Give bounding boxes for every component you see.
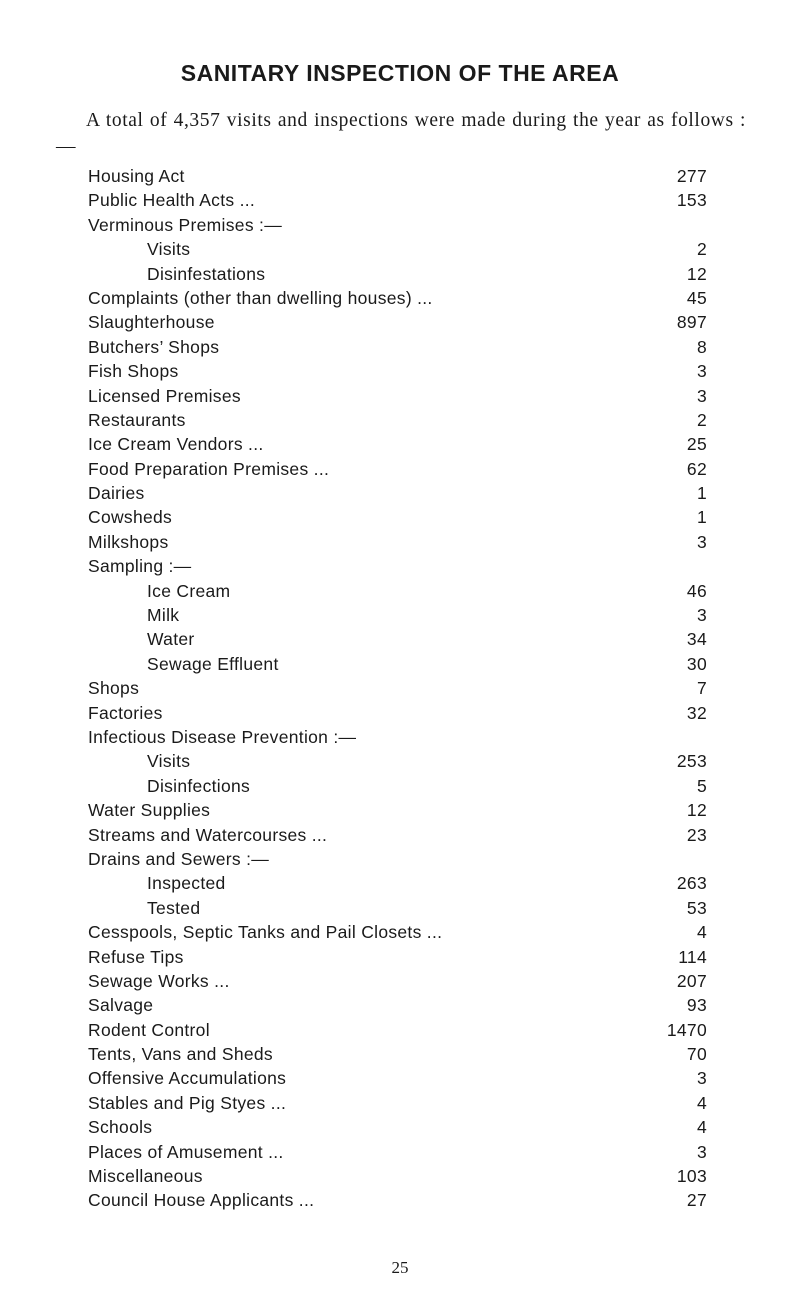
item-label: Cowsheds [88,507,173,528]
list-item [0,1042,800,1066]
item-count: 3 [696,531,707,552]
item-label: Miscellaneous [88,1166,203,1187]
inspection-list [0,164,800,1213]
item-count: 30 [686,653,707,674]
item-count: 2 [696,239,707,260]
item-label: Tested [147,897,201,918]
item-count: 32 [686,702,707,723]
list-item [0,164,800,188]
item-label: Infectious Disease Prevention :— [88,726,357,747]
item-count: 4 [696,1092,707,1113]
item-count: 103 [676,1166,707,1187]
item-label: Milkshops [88,531,169,552]
item-label: Rodent Control [88,1019,210,1040]
item-count: 4 [696,1117,707,1138]
item-label: Refuse Tips [88,946,184,967]
item-count: 23 [686,824,707,845]
item-label: Verminous Premises :— [88,214,282,235]
item-count: 45 [686,287,707,308]
list-heading [0,847,800,871]
item-label: Streams and Watercourses ... [88,824,328,845]
item-count: 12 [686,263,707,284]
item-count: 53 [686,897,707,918]
list-item [0,310,800,334]
item-count: 263 [676,873,707,894]
list-item [0,749,800,773]
item-label: Milk [147,605,180,626]
item-label: Sewage Works ... [88,970,230,991]
list-item [0,1164,800,1188]
intro-paragraph: A total of 4,357 visits and inspections were made during the year as follows :— [56,110,746,157]
item-count: 3 [696,385,707,406]
item-label: Visits [147,239,191,260]
item-count: 34 [686,629,707,650]
list-item [0,896,800,920]
item-label: Complaints (other than dwelling houses) ... [88,287,433,308]
item-label: Water [147,629,195,650]
item-label: Factories [88,702,163,723]
item-label: Butchers’ Shops [88,336,220,357]
item-label: Ice Cream [147,580,231,601]
list-item [0,384,800,408]
item-count: 70 [686,1044,707,1065]
item-label: Sewage Effluent [147,653,279,674]
list-item [0,505,800,529]
list-item [0,798,800,822]
item-count: 253 [676,751,707,772]
item-count: 93 [686,995,707,1016]
list-item [0,1066,800,1090]
item-count: 25 [686,434,707,455]
item-count: 1 [696,507,707,528]
list-item [0,945,800,969]
item-count: 3 [696,1068,707,1089]
list-item [0,652,800,676]
list-item [0,530,800,554]
list-item [0,262,800,286]
list-item [0,823,800,847]
item-label: Ice Cream Vendors ... [88,434,264,455]
item-label: Inspected [147,873,226,894]
item-label: Sampling :— [88,556,192,577]
item-label: Dairies [88,483,145,504]
list-heading [0,725,800,749]
list-item [0,286,800,310]
list-item [0,920,800,944]
list-item [0,481,800,505]
item-label: Stables and Pig Styes ... [88,1092,287,1113]
list-item [0,1018,800,1042]
item-label: Schools [88,1117,153,1138]
item-count: 8 [696,336,707,357]
item-label: Places of Amusement ... [88,1141,284,1162]
item-count: 12 [686,800,707,821]
list-item [0,359,800,383]
list-item [0,993,800,1017]
item-label: Food Preparation Premises ... [88,458,330,479]
item-count: 207 [676,970,707,991]
list-item [0,871,800,895]
list-item [0,335,800,359]
item-count: 277 [676,166,707,186]
item-label: Water Supplies [88,800,211,821]
item-count: 3 [696,1141,707,1162]
list-item [0,1140,800,1164]
page-title: SANITARY INSPECTION OF THE AREA [180,60,620,86]
item-label: Offensive Accumulations [88,1068,287,1089]
list-item [0,457,800,481]
list-item [0,1091,800,1115]
item-label: Shops [88,678,140,699]
item-label: Licensed Premises [88,385,241,406]
item-label: Cesspools, Septic Tanks and Pail Closets ... [88,922,443,943]
item-count: 153 [676,190,707,211]
list-item [0,237,800,261]
list-heading [0,213,800,237]
item-count: 897 [676,312,707,333]
item-label: Drains and Sewers :— [88,848,270,869]
list-item [0,676,800,700]
item-label: Public Health Acts ... [88,190,256,211]
list-item [0,603,800,627]
item-label: Salvage [88,995,154,1016]
item-label: Disinfestations [147,263,266,284]
item-count: 2 [696,409,707,430]
item-count: 3 [696,361,707,382]
list-heading [0,554,800,578]
list-item [0,408,800,432]
item-count: 46 [686,580,707,601]
item-count: 62 [686,458,707,479]
item-label: Council House Applicants ... [88,1190,315,1211]
item-count: 4 [696,922,707,943]
item-count: 27 [686,1190,707,1211]
item-label: Disinfections [147,775,251,796]
item-label: Housing Act [88,166,185,186]
item-count: 1470 [666,1019,707,1040]
item-count: 5 [696,775,707,796]
page-number: 25 [391,1258,409,1277]
item-label: Fish Shops [88,361,179,382]
item-count: 3 [696,605,707,626]
item-label: Visits [147,751,191,772]
item-label: Restaurants [88,409,186,430]
list-item [0,774,800,798]
item-label: Slaughterhouse [88,312,215,333]
list-item [0,701,800,725]
list-item [0,432,800,456]
list-item [0,969,800,993]
list-item [0,1115,800,1139]
list-item [0,188,800,212]
item-count: 114 [678,946,707,967]
item-label: Tents, Vans and Sheds [88,1044,273,1065]
item-count: 7 [696,678,707,699]
item-count: 1 [696,483,707,504]
list-item [0,627,800,651]
list-item [0,579,800,603]
list-item [0,1188,800,1212]
